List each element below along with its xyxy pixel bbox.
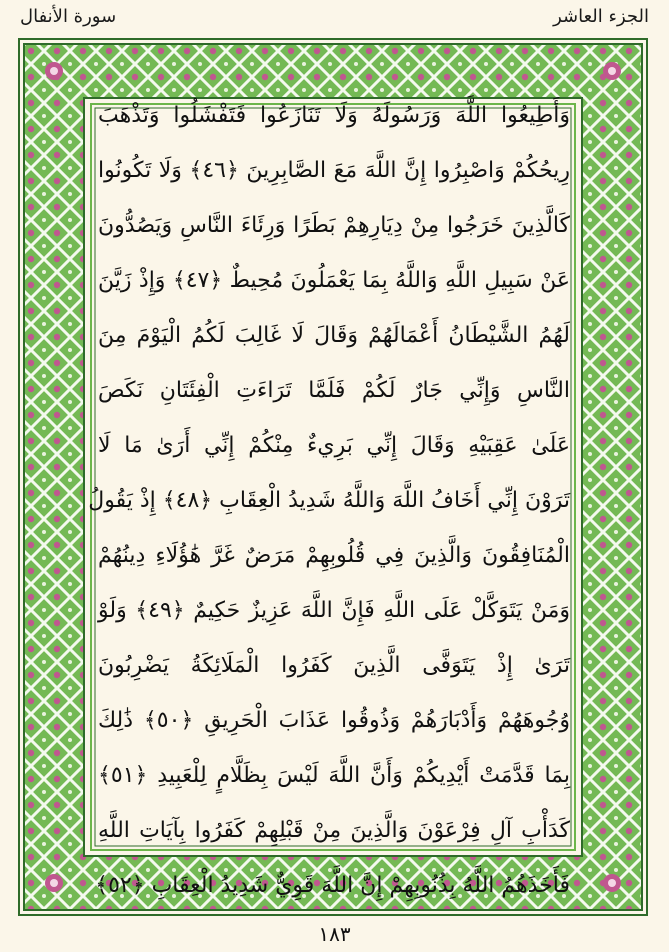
verse-line: عَنْ سَبِيلِ اللَّهِ وَاللَّهُ بِمَا يَعْمَلُونَ مُحِيطٌ ﴿٤٧﴾ وَإِذْ زَيَّنَ [98, 268, 571, 293]
verse-text-block [88, 88, 571, 898]
page-header [0, 0, 669, 38]
verse-line: كَالَّذِينَ خَرَجُوا مِنْ دِيَارِهِمْ بَطَرًا وَرِئَاءَ النَّاسِ وَيَصُدُّونَ [98, 213, 570, 238]
verse-line: تَرَوْنَ إِنِّي أَخَافُ اللَّهَ وَاللَّهُ شَدِيدُ الْعِقَابِ ﴿٤٨﴾ إِذْ يَقُولُ [88, 488, 570, 513]
surah-title: سورة الأنفال [20, 6, 117, 27]
verse-line: بِمَا قَدَّمَتْ أَيْدِيكُمْ وَأَنَّ اللَّهَ لَيْسَ بِظَلَّامٍ لِلْعَبِيدِ ﴿٥١﴾ [98, 763, 570, 788]
verse-line: رِيحُكُمْ وَاصْبِرُوا إِنَّ اللَّهَ مَعَ الصَّابِرِينَ ﴿٤٦﴾ وَلَا تَكُونُوا [98, 158, 570, 183]
verse-line: لَهُمُ الشَّيْطَانُ أَعْمَالَهُمْ وَقَالَ لَا غَالِبَ لَكُمُ الْيَوْمَ مِنَ [98, 323, 570, 348]
verse-line: تَرَىٰ إِذْ يَتَوَفَّى الَّذِينَ كَفَرُوا الْمَلَائِكَةُ يَضْرِبُونَ [98, 653, 570, 678]
page-number: ١٨٣ [318, 922, 351, 946]
verse-line: الْمُنَافِقُونَ وَالَّذِينَ فِي قُلُوبِهِمْ مَرَضٌ غَرَّ هَٰؤُلَاءِ دِينُهُمْ [98, 543, 570, 568]
verse-line: فَأَخَذَهُمُ اللَّهُ بِذُنُوبِهِمْ إِنَّ اللَّهَ قَوِيٌّ شَدِيدُ الْعِقَابِ ﴿٥٢﴾ [95, 873, 570, 898]
verse-line: عَلَىٰ عَقِبَيْهِ وَقَالَ إِنِّي بَرِيءٌ مِنْكُمْ إِنِّي أَرَىٰ مَا لَا [98, 433, 570, 458]
juz-title: الجزء العاشر [553, 6, 649, 27]
verse-line: وُجُوهَهُمْ وَأَدْبَارَهُمْ وَذُوقُوا عَذَابَ الْحَرِيقِ ﴿٥٠﴾ ذَٰلِكَ [98, 708, 570, 733]
verse-line: وَأَطِيعُوا اللَّهَ وَرَسُولَهُ وَلَا تَنَازَعُوا فَتَفْشَلُوا وَتَذْهَبَ [98, 103, 570, 128]
verse-line: كَدَأْبِ آلِ فِرْعَوْنَ وَالَّذِينَ مِنْ قَبْلِهِمْ كَفَرُوا بِآيَاتِ اللَّهِ [98, 818, 570, 843]
verse-line: النَّاسِ وَإِنِّي جَارٌ لَكُمْ فَلَمَّا تَرَاءَتِ الْفِئَتَانِ نَكَصَ [98, 378, 570, 403]
verse-line: وَمَنْ يَتَوَكَّلْ عَلَى اللَّهِ فَإِنَّ اللَّهَ عَزِيزٌ حَكِيمٌ ﴿٤٩﴾ وَلَوْ [98, 598, 570, 623]
